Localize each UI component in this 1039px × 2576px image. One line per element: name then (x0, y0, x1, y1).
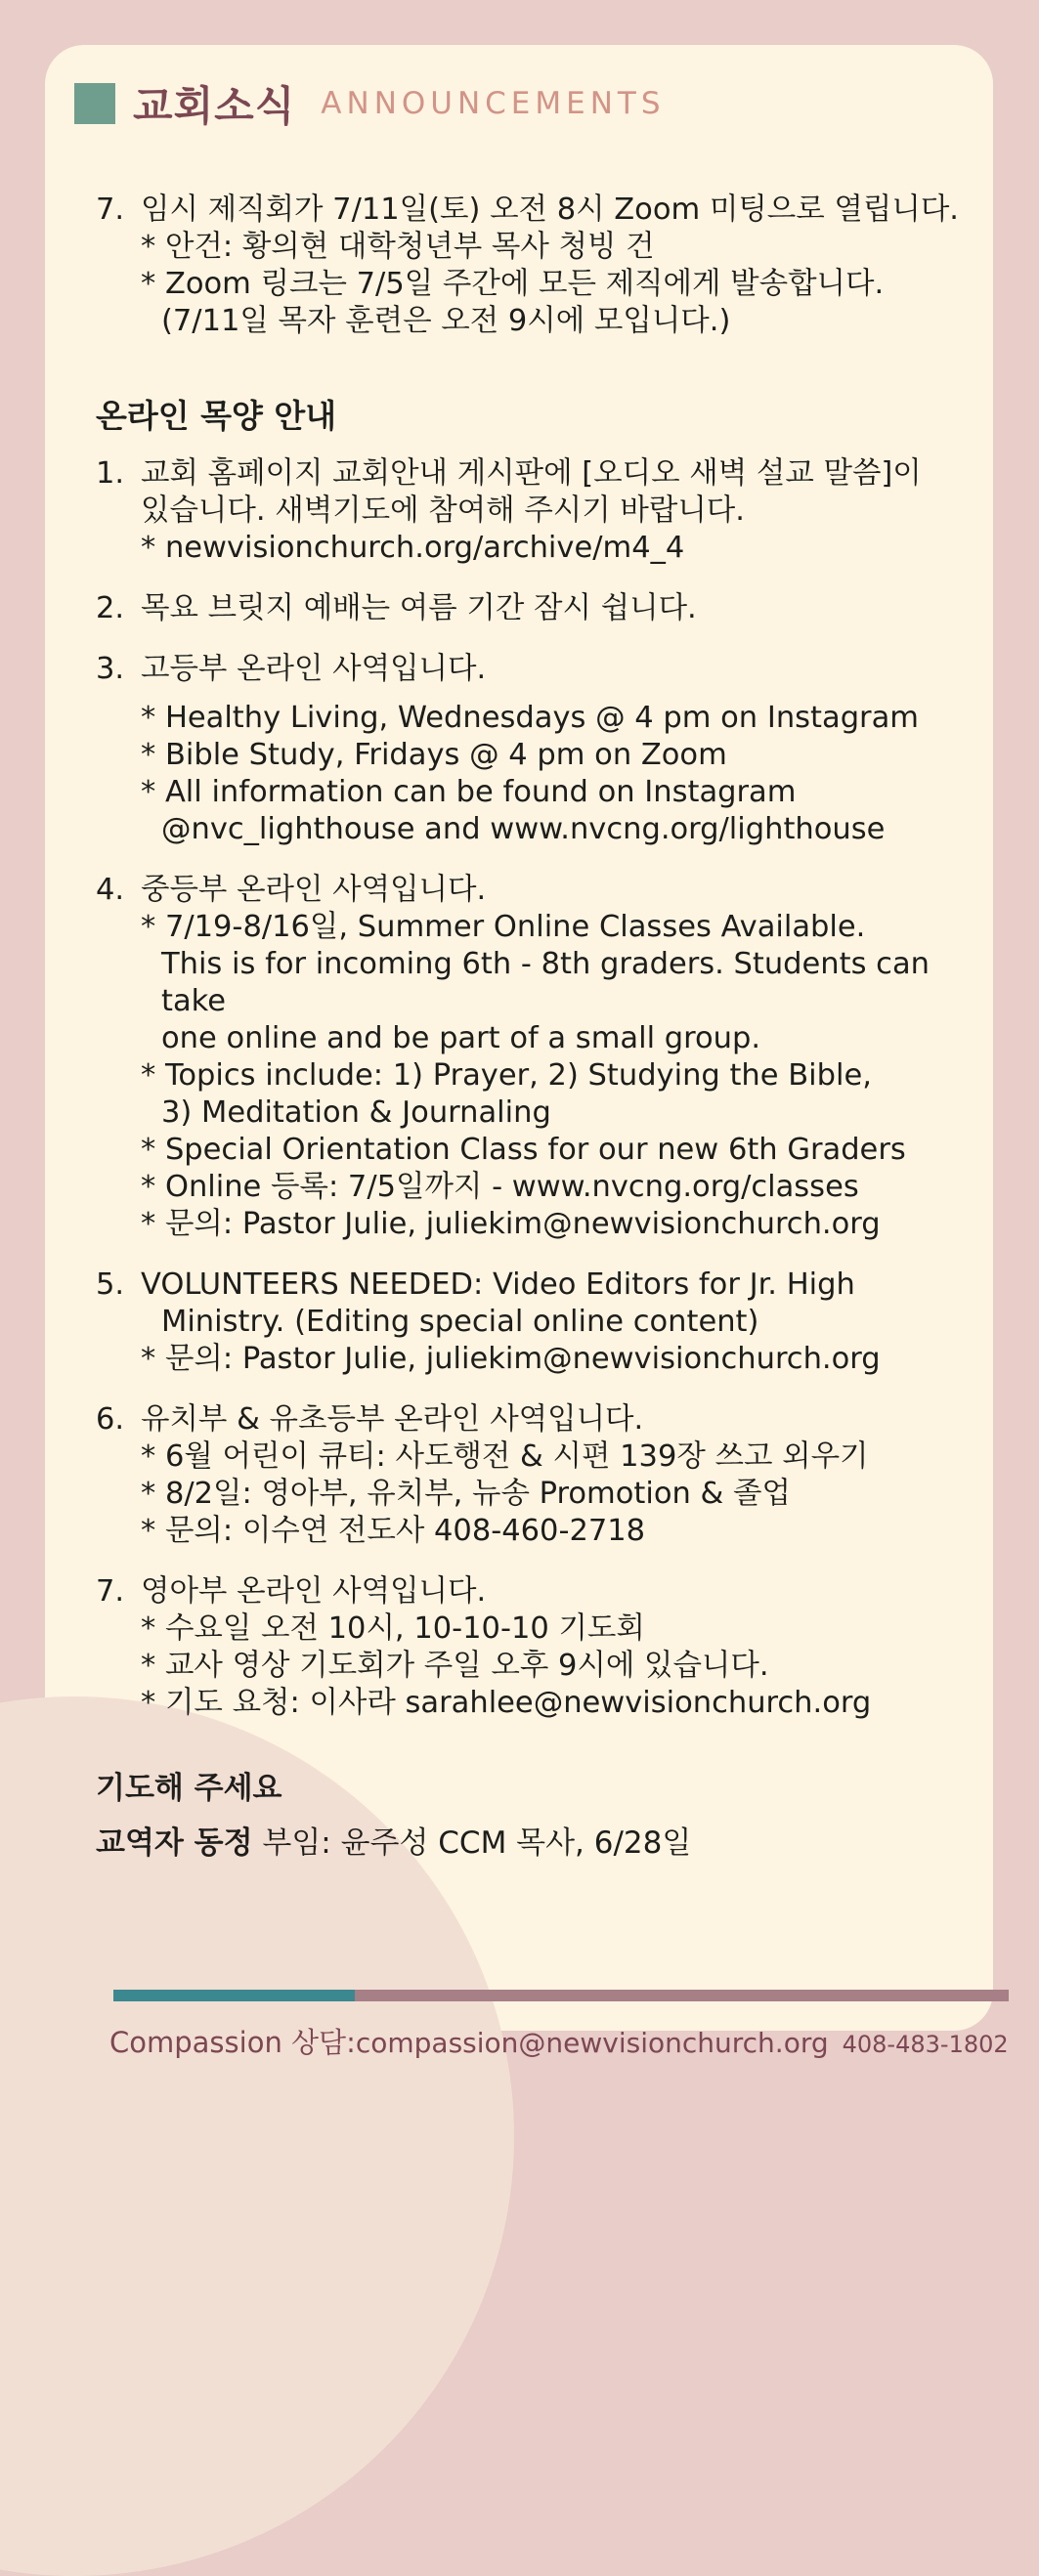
footer-label: Compassion 상담: (109, 2026, 356, 2059)
item-text: 목요 브릿지 예배는 여름 기간 잠시 쉽니다. (141, 591, 697, 625)
item-number: 6. (96, 1402, 125, 1437)
item-text: 있습니다. 새벽기도에 참여해 주시기 바랍니다. (141, 494, 745, 528)
item-sub: * 문의: Pastor Julie, juliekim@newvisionchurch.org (141, 1342, 881, 1376)
item-text: 영아부 온라인 사역입니다. (141, 1574, 487, 1609)
item-number: 4. (96, 873, 125, 907)
square-icon (74, 83, 115, 124)
list-item (96, 651, 975, 848)
item-number: 7. (96, 193, 125, 227)
footer (109, 2021, 1009, 2060)
staff-label: 교역자 동정 (96, 1825, 253, 1861)
item-sub: * 문의: Pastor Julie, juliekim@newvisionchurch.org (141, 1207, 881, 1241)
item-number: 1. (96, 456, 125, 491)
staff-news (96, 1822, 975, 1865)
item-sub-cont: one online and be part of a small group. (161, 1021, 761, 1055)
item-sub: * 8/2일: 영아부, 유치부, 뉴송 Promotion & 졸업 (141, 1477, 791, 1511)
header (74, 74, 666, 133)
item-text: 중등부 온라인 사역입니다. (141, 873, 487, 907)
item-sub: * 안건: 황의현 대학청년부 목사 청빙 건 (141, 230, 655, 264)
item-sub: * Zoom 링크는 7/5일 주간에 모든 제직에게 발송합니다. (141, 267, 885, 301)
list-item (96, 455, 975, 567)
item-sub: * Bible Study, Fridays @ 4 pm on Zoom (141, 738, 727, 772)
section-title-prayer: 기도해 주세요 (96, 1771, 282, 1806)
item-text: 교회 홈페이지 교회안내 게시판에 [오디오 새벽 설교 말씀]이 (141, 456, 922, 491)
item-sub-cont: 3) Meditation & Journaling (161, 1095, 551, 1130)
item-number: 5. (96, 1267, 125, 1302)
item-text: VOLUNTEERS NEEDED: Video Editors for Jr. High (141, 1267, 855, 1302)
item-sub: * Special Orientation Class for our new 6th Graders (141, 1133, 906, 1167)
item-text: 고등부 온라인 사역입니다. (141, 652, 487, 686)
item-sub: * 교사 영상 기도회가 주일 오후 9시에 있습니다. (141, 1649, 769, 1683)
item-sub: * Topics include: 1) Prayer, 2) Studying the Bible, (141, 1058, 872, 1093)
divider-bar (113, 1990, 1009, 2001)
divider-bar-teal (113, 1990, 355, 2001)
item-sub: * 6월 어린이 큐티: 사도행전 & 시편 139장 쓰고 외우기 (141, 1439, 869, 1474)
announcement-content (96, 192, 975, 1865)
item-text: 임시 제직회가 7/11일(토) 오전 8시 Zoom 미팅으로 열립니다. (141, 193, 959, 227)
footer-phone: 408-483-1802 (842, 2031, 1009, 2058)
item-number: 2. (96, 591, 125, 625)
list-item (96, 590, 975, 627)
divider-bar-mauve (355, 1990, 1009, 2001)
item-number: 7. (96, 1574, 125, 1609)
item-number: 3. (96, 652, 125, 686)
header-title-en: ANNOUNCEMENTS (321, 86, 666, 121)
footer-email: compassion@newvisionchurch.org (355, 2027, 829, 2059)
item-sub: * All information can be found on Instagram (141, 775, 797, 809)
item-sub: * 수요일 오전 10시, 10-10-10 기도회 (141, 1611, 645, 1646)
list-item (96, 192, 975, 340)
list-item (96, 1401, 975, 1550)
item-sub-cont: This is for incoming 6th - 8th graders. Students can take (161, 947, 930, 1018)
item-sub: * 문의: 이수연 전도사 408-460-2718 (141, 1514, 646, 1548)
item-sub: * Healthy Living, Wednesdays @ 4 pm on Instagram (141, 701, 919, 735)
item-sub-cont: (7/11일 목자 훈련은 오전 9시에 모입니다.) (161, 304, 731, 338)
item-sub: * 기도 요청: 이사라 sarahlee@newvisionchurch.org (141, 1686, 872, 1720)
staff-text: 부임: 윤주성 CCM 목사, 6/28일 (262, 1825, 692, 1861)
list-item (96, 1573, 975, 1722)
item-text-cont: Ministry. (Editing special online content) (161, 1305, 759, 1339)
list-item (96, 1267, 975, 1378)
item-sub: * 7/19-8/16일, Summer Online Classes Available. (141, 910, 866, 944)
section-title-online: 온라인 목양 안내 (96, 397, 337, 435)
announcement-card (45, 45, 1009, 2059)
item-text: 유치부 & 유초등부 온라인 사역입니다. (141, 1402, 644, 1437)
item-sub: * Online 등록: 7/5일까지 - www.nvcng.org/classes (141, 1170, 859, 1204)
header-title-ko: 교회소식 (133, 82, 296, 130)
list-item (96, 872, 975, 1243)
item-link: * newvisionchurch.org/archive/m4_4 (141, 531, 685, 565)
item-sub-cont: @nvc_lighthouse and www.nvcng.org/lighthouse (161, 812, 886, 846)
